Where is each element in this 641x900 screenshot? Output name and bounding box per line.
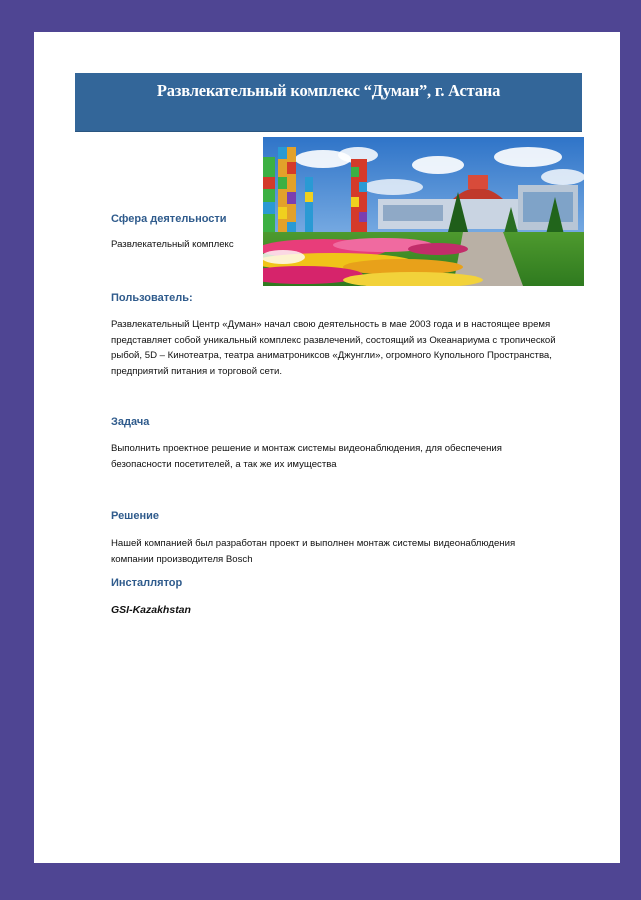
page-title: Развлекательный комплекс “Думан”, г. Астана [156, 81, 501, 100]
document-page [34, 32, 620, 863]
section-heading-installer: Инсталлятор [111, 577, 183, 589]
installer-name: GSI-Kazakhstan [111, 604, 191, 616]
section-heading-user: Пользователь: [111, 292, 193, 304]
section-text-activity: Развлекательный комплекс [111, 239, 234, 250]
colorful-column [278, 147, 296, 242]
section-text-solution: Нашей компанией был разработан проект и выполнен монтаж системы видеонаблюдения компании производителя Bosch [111, 538, 516, 565]
entertainment-complex-photo [263, 137, 584, 286]
section-text-user: Развлекательный Центр «Думан» начал свою деятельность в мае 2003 года и в настоящее время представляет собой уникальный комплекс развлечений, состоящий из Океанариума с тропической рыбой, 5D – Кинотеатра, театра аниматрониксов «Джунгли», огромного Купольного Пространства, предприятий питания и торговой сети. [111, 319, 556, 377]
title-banner [75, 73, 582, 132]
section-heading-activity: Сфера деятельности [111, 213, 227, 225]
section-text-task: Выполнить проектное решение и монтаж системы видеонаблюдения, для обеспечения безопасности посетителей, а так же их имущества [111, 443, 502, 470]
section-heading-solution: Решение [111, 510, 159, 522]
photo-illustration [263, 137, 584, 286]
section-heading-task: Задача [111, 416, 150, 428]
